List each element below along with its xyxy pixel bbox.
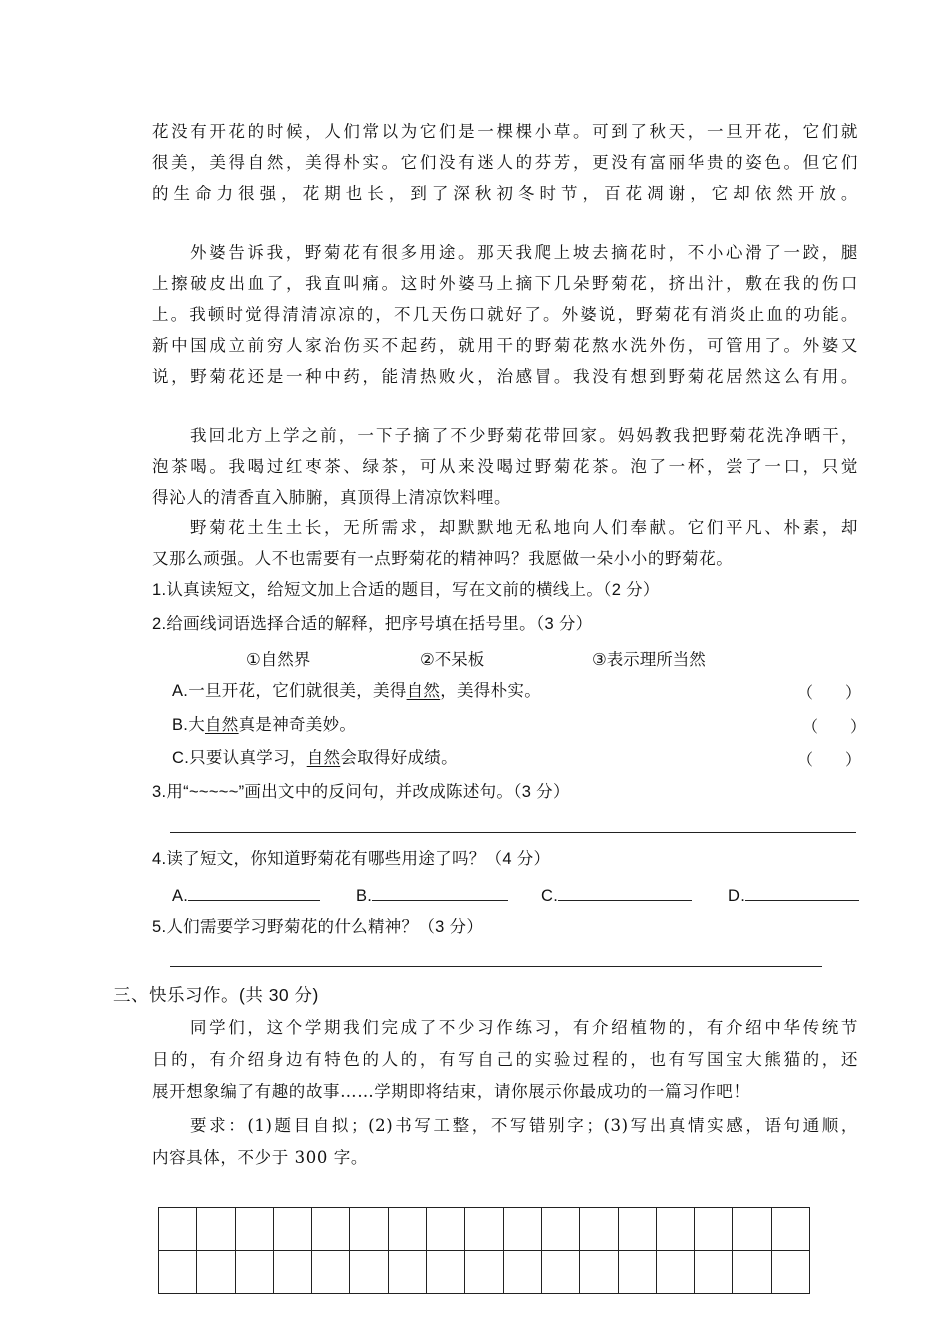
grid-cell[interactable] xyxy=(771,1208,809,1251)
grid-cell[interactable] xyxy=(388,1208,426,1251)
question-4: 4.读了短文，你知道野菊花有哪些用途了吗？（4 分） xyxy=(152,850,551,868)
passage-line: 花没有开花的时候，人们常以为它们是一棵棵小草。可到了秋天，一旦开花，它们就 xyxy=(152,122,858,141)
section-3-requirement: 内容具体，不少于 300 字。 xyxy=(152,1148,368,1167)
grid-cell[interactable] xyxy=(618,1251,656,1294)
q2-option-1: ①自然界 xyxy=(246,651,311,669)
grid-cell[interactable] xyxy=(733,1208,771,1251)
q2-item-a: A.一旦开花，它们就很美，美得自然，美得朴实。 xyxy=(172,682,542,700)
grid-cell[interactable] xyxy=(312,1251,350,1294)
underlined-word: 自然 xyxy=(406,682,441,700)
grid-cell[interactable] xyxy=(273,1208,311,1251)
grid-cell[interactable] xyxy=(541,1208,579,1251)
underlined-word: 自然 xyxy=(306,749,341,767)
grid-cell[interactable] xyxy=(695,1208,733,1251)
passage-line: 说，野菊花还是一种中药，能清热败火，治感冒。我没有想到野菊花居然这么有用。 xyxy=(152,367,858,386)
grid-cell[interactable] xyxy=(580,1208,618,1251)
passage-line: 很美，美得自然，美得朴实。它们没有迷人的芬芳，更没有富丽华贵的姿色。但它们 xyxy=(152,153,858,172)
answer-parentheses-a[interactable]: （ ） xyxy=(797,685,862,702)
grid-cell[interactable] xyxy=(733,1251,771,1294)
grid-cell[interactable] xyxy=(656,1208,694,1251)
grid-cell[interactable] xyxy=(618,1208,656,1251)
q4-blank-c[interactable]: C. xyxy=(541,882,692,909)
grid-row xyxy=(159,1208,810,1251)
q4-blank-b[interactable]: B. xyxy=(356,882,508,909)
passage-line: 又那么顽强。人不也需要有一点野菊花的精神吗？我愿做一朵小小的野菊花。 xyxy=(152,549,734,568)
question-1: 1.认真读短文，给短文加上合适的题目，写在文前的横线上。（2 分） xyxy=(152,581,660,599)
passage-line: 新中国成立前穷人家治伤买不起药，就用干的野菊花熬水洗外伤，可管用了。外婆又 xyxy=(152,336,858,355)
section-3-requirement: 要求：(1)题目自拟；(2)书写工整，不写错别字；(3)写出真情实感，语句通顺， xyxy=(190,1116,858,1135)
grid-cell[interactable] xyxy=(427,1208,465,1251)
passage-line: 泡茶喝。我喝过红枣茶、绿茶，可从来没喝过野菊花茶。泡了一杯，尝了一口，只觉 xyxy=(152,457,858,476)
grid-cell[interactable] xyxy=(503,1251,541,1294)
q2-option-3: ③表示理所当然 xyxy=(592,651,706,669)
grid-cell[interactable] xyxy=(197,1251,235,1294)
grid-cell[interactable] xyxy=(235,1208,273,1251)
passage-line: 我回北方上学之前，一下子摘了不少野菊花带回家。妈妈教我把野菊花洗净晒干， xyxy=(190,426,858,445)
passage-line: 上擦破皮出血了，我直叫痛。这时外婆马上摘下几朵野菊花，挤出汁，敷在我的伤口 xyxy=(152,274,858,293)
question-5: 5.人们需要学习野菊花的什么精神？（3 分） xyxy=(152,918,484,936)
grid-cell[interactable] xyxy=(541,1251,579,1294)
grid-cell[interactable] xyxy=(503,1208,541,1251)
grid-cell[interactable] xyxy=(235,1251,273,1294)
question-3: 3.用“~~~~~”画出文中的反问句，并改成陈述句。（3 分） xyxy=(152,783,570,801)
underlined-word: 自然 xyxy=(205,716,239,734)
question-2: 2.给画线词语选择合适的解释，把序号填在括号里。（3 分） xyxy=(152,615,593,633)
passage-line: 得沁人的清香直入肺腑，真顶得上清凉饮料哩。 xyxy=(152,488,512,507)
answer-parentheses-b[interactable]: （ ） xyxy=(802,719,867,736)
q2-option-2: ②不呆板 xyxy=(420,651,485,669)
q2-item-b: B.大自然真是神奇美妙。 xyxy=(172,716,357,734)
grid-cell[interactable] xyxy=(465,1251,503,1294)
passage-line: 上。我顿时觉得清清凉凉的，不几天伤口就好了。外婆说，野菊花有消炎止血的功能。 xyxy=(152,305,858,324)
section-3-title: 三、快乐习作。(共 30 分) xyxy=(113,985,319,1005)
section-3-intro-line: 同学们，这个学期我们完成了不少习作练习，有介绍植物的，有介绍中华传统节 xyxy=(190,1018,858,1037)
grid-cell[interactable] xyxy=(427,1251,465,1294)
grid-cell[interactable] xyxy=(388,1251,426,1294)
grid-cell[interactable] xyxy=(656,1251,694,1294)
q2-item-c: C.只要认真学习，自然会取得好成绩。 xyxy=(172,749,458,767)
grid-cell[interactable] xyxy=(197,1208,235,1251)
grid-cell[interactable] xyxy=(580,1251,618,1294)
grid-cell[interactable] xyxy=(465,1208,503,1251)
answer-line-q3[interactable] xyxy=(170,832,856,833)
passage-line: 外婆告诉我，野菊花有很多用途。那天我爬上坡去摘花时，不小心滑了一跤，腿 xyxy=(190,243,858,262)
grid-cell[interactable] xyxy=(771,1251,809,1294)
section-3-intro-line: 日的，有介绍身边有特色的人的，有写自己的实验过程的，也有写国宝大熊猫的，还 xyxy=(152,1050,858,1069)
passage-line: 野菊花土生土长，无所需求，却默默地无私地向人们奉献。它们平凡、朴素，却 xyxy=(190,518,858,537)
grid-cell[interactable] xyxy=(695,1251,733,1294)
grid-cell[interactable] xyxy=(312,1208,350,1251)
grid-cell[interactable] xyxy=(159,1251,197,1294)
grid-cell[interactable] xyxy=(350,1208,388,1251)
grid-cell[interactable] xyxy=(159,1208,197,1251)
answer-line-q5[interactable] xyxy=(170,966,822,967)
q4-blank-d[interactable]: D. xyxy=(728,882,859,909)
answer-parentheses-c[interactable]: （ ） xyxy=(797,752,862,769)
grid-cell[interactable] xyxy=(273,1251,311,1294)
writing-grid[interactable] xyxy=(158,1207,810,1294)
passage-line: 的生命力很强，花期也长，到了深秋初冬时节，百花凋谢，它却依然开放。 xyxy=(152,184,858,203)
q4-blank-a[interactable]: A. xyxy=(172,882,320,909)
section-3-intro-line: 展开想象编了有趣的故事……学期即将结束，请你展示你最成功的一篇习作吧！ xyxy=(152,1082,751,1101)
grid-row xyxy=(159,1251,810,1294)
grid-cell[interactable] xyxy=(350,1251,388,1294)
